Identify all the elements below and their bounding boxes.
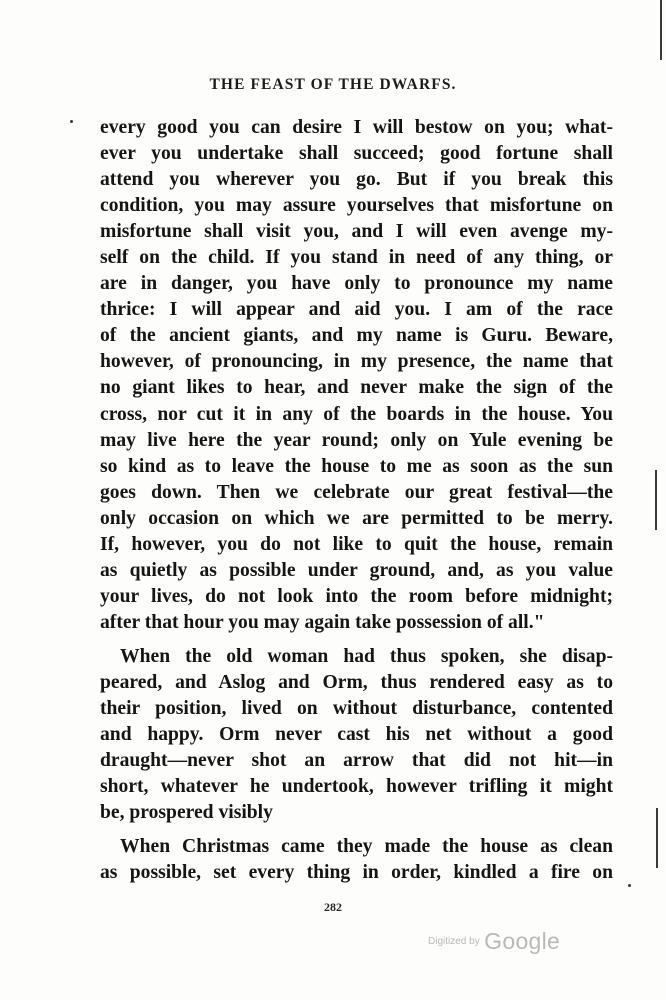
- text-line: every good you can desire I will bestow on you; what-: [100, 117, 613, 138]
- text-line: condition, you may assure yourselves that misfortune on: [100, 195, 613, 217]
- text-line: misfortune shall visit you, and I will even avenge my-: [100, 221, 613, 243]
- paragraph: [100, 834, 613, 886]
- text-line: goes down. Then we celebrate our great festival—the: [100, 481, 613, 503]
- text-line: cross, nor cut it in any of the boards in the house. You: [100, 403, 613, 425]
- text-line: self on the child. If you stand in need of any thing, or: [100, 247, 613, 269]
- paragraph: [100, 644, 613, 826]
- paragraph-gap: [100, 636, 613, 644]
- google-logo: Google: [484, 928, 561, 954]
- text-line: of the ancient giants, and my name is Guru. Beware,: [100, 325, 613, 347]
- text-line: only occasion on which we are permitted to be merry.: [100, 507, 613, 529]
- text-line: attend you wherever you go. But if you break this: [100, 169, 613, 191]
- text-line: your lives, do not look into the room before midnight;: [100, 585, 613, 607]
- text-line: peared, and Aslog and Orm, thus rendered easy as to: [100, 671, 613, 693]
- text-line: as quietly as possible under ground, and, as you value: [100, 559, 613, 581]
- text-line: When Christmas came they made the house as clean: [120, 836, 613, 858]
- text-line: thrice: I will appear and aid you. I am of the race: [100, 299, 613, 321]
- body-text: [100, 115, 613, 886]
- scan-dot: [628, 884, 631, 887]
- text-line: short, whatever he undertook, however trifling it might: [100, 776, 613, 798]
- text-line: may live here the year round; only on Yule evening be: [100, 429, 613, 451]
- scan-edge-mark: [655, 470, 657, 530]
- scan-edge-mark: [656, 808, 658, 868]
- running-head: THE FEAST OF THE DWARFS.: [209, 76, 457, 93]
- text-line: however, of pronouncing, in my presence, the name that: [100, 351, 613, 373]
- text-line: be, prospered visibly: [100, 802, 273, 824]
- text-line: after that hour you may again take possession of all.": [100, 611, 545, 633]
- text-line: their position, lived on without disturbance, contented: [100, 698, 613, 720]
- text-line: and happy. Orm never cast his net without a good: [100, 724, 613, 746]
- scan-edge-mark: [660, 0, 662, 60]
- scan-dot: [70, 120, 73, 123]
- watermark-prefix: Digitized by: [428, 936, 480, 947]
- text-line: When the old woman had thus spoken, she disap-: [120, 645, 613, 667]
- text-line: no giant likes to hear, and never make the sign of the: [100, 377, 613, 399]
- text-line: so kind as to leave the house to me as soon as the sun: [100, 455, 613, 477]
- paragraph: [100, 115, 613, 636]
- text-line: are in danger, you have only to pronounce my name: [100, 273, 613, 295]
- digitized-by-google-watermark: [428, 928, 560, 955]
- text-line: ever you undertake shall succeed; good fortune shall: [100, 143, 613, 165]
- paragraph-gap: [100, 826, 613, 834]
- text-line: If, however, you do not like to quit the house, remain: [100, 533, 613, 555]
- text-line: draught—never shot an arrow that did not hit—in: [100, 750, 613, 772]
- text-line: as possible, set every thing in order, kindled a fire on: [100, 862, 613, 884]
- page-number: 282: [324, 900, 342, 914]
